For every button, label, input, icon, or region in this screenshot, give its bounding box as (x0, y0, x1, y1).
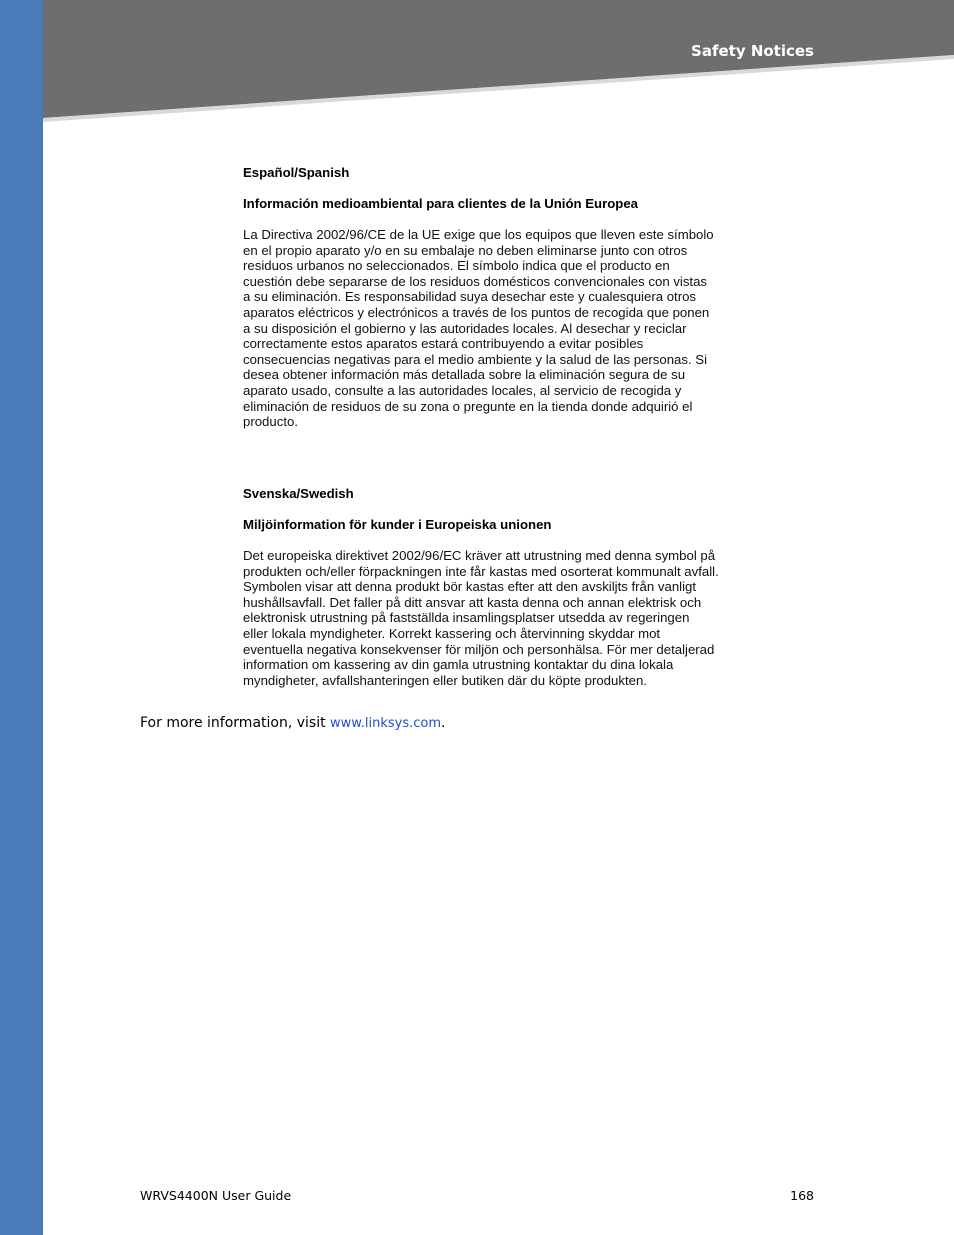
spanish-line: en el propio aparato y/o en su embalaje no deben eliminarse junto con otros (243, 242, 688, 258)
spanish-line: correctamente estos aparatos estará contribuyendo a evitar posibles (243, 336, 644, 352)
swedish-line: hushållsavfall. Det faller på ditt ansvar att kasta denna och annan elektrisk och (243, 594, 702, 610)
spanish-line: desea obtener información más detallada sobre la eliminación segura de su (243, 367, 686, 383)
spanish-section (243, 164, 743, 430)
swedish-subheading: Miljöinformation för kunder i Europeiska unionen (243, 517, 552, 532)
section-title: Safety Notices (691, 42, 814, 60)
spanish-line: a su disposición el gobierno y las autoridades locales. Al desechar y reciclar (243, 320, 687, 336)
swedish-line: myndigheter, avfallshanteringen eller butiken där du köpte produkten. (243, 672, 647, 688)
swedish-line: produkten och/eller förpackningen inte får kastas med osorterat kommunalt avfall. (243, 563, 719, 579)
spanish-line: aparatos eléctricos y electrónicos a través de los puntos de recogida que ponen (243, 304, 710, 320)
swedish-line: Det europeiska direktivet 2002/96/EC kräver att utrustning med denna symbol på (243, 548, 716, 563)
spanish-subheading: Información medioambiental para clientes de la Unión Europea (243, 196, 638, 211)
more-info-suffix: . (441, 715, 446, 731)
spanish-line: cuestión debe separarse de los residuos domésticos convencionales con vistas (243, 273, 708, 289)
header-band (43, 0, 954, 122)
spanish-line: eliminación de residuos de su zona o pregunte en la tienda donde adquirió el (243, 398, 693, 414)
spanish-line: a su eliminación. Es responsabilidad suya desechar este y cualesquiera otros (243, 289, 697, 305)
swedish-line: Symbolen visar att denna produkt bör kastas efter att den avskiljts från vanligt (243, 579, 697, 595)
more-info-text (140, 715, 445, 731)
swedish-body (243, 548, 743, 688)
spanish-line: residuos urbanos no seleccionados. El símbolo indica que el producto en (243, 258, 670, 274)
footer-guide-title: WRVS4400N User Guide (140, 1188, 292, 1203)
spanish-line: producto. (243, 414, 298, 430)
swedish-section (243, 485, 743, 688)
spanish-line: aparato usado, consulte a las autoridades locales, al servicio de recogida y (243, 382, 682, 398)
footer-page-number: 168 (790, 1188, 814, 1203)
swedish-line: elektronisk utrustning på fastställda insamlingsplatser utsedda av regeringen (243, 610, 690, 626)
spanish-body (243, 227, 743, 430)
spanish-heading: Español/Spanish (243, 165, 350, 180)
left-accent-bar (0, 0, 43, 1235)
swedish-heading: Svenska/Swedish (243, 486, 354, 501)
more-info-prefix: For more information, visit (140, 715, 331, 731)
swedish-line: eller lokala myndigheter. Korrekt kassering och återvinning skyddar mot (243, 625, 661, 641)
swedish-line: information om kassering av din gamla utrustning kontaktar du dina lokala (243, 657, 674, 673)
swedish-line: eventuella negativa konsekvenser för miljön och personhälsa. För mer detaljerad (243, 641, 715, 657)
spanish-line: consecuencias negativas para el medio ambiente y la salud de las personas. Si (243, 351, 708, 367)
linksys-link[interactable]: www.linksys.com (330, 716, 442, 731)
spanish-line: La Directiva 2002/96/CE de la UE exige que los equipos que lleven este símbolo (243, 227, 714, 242)
